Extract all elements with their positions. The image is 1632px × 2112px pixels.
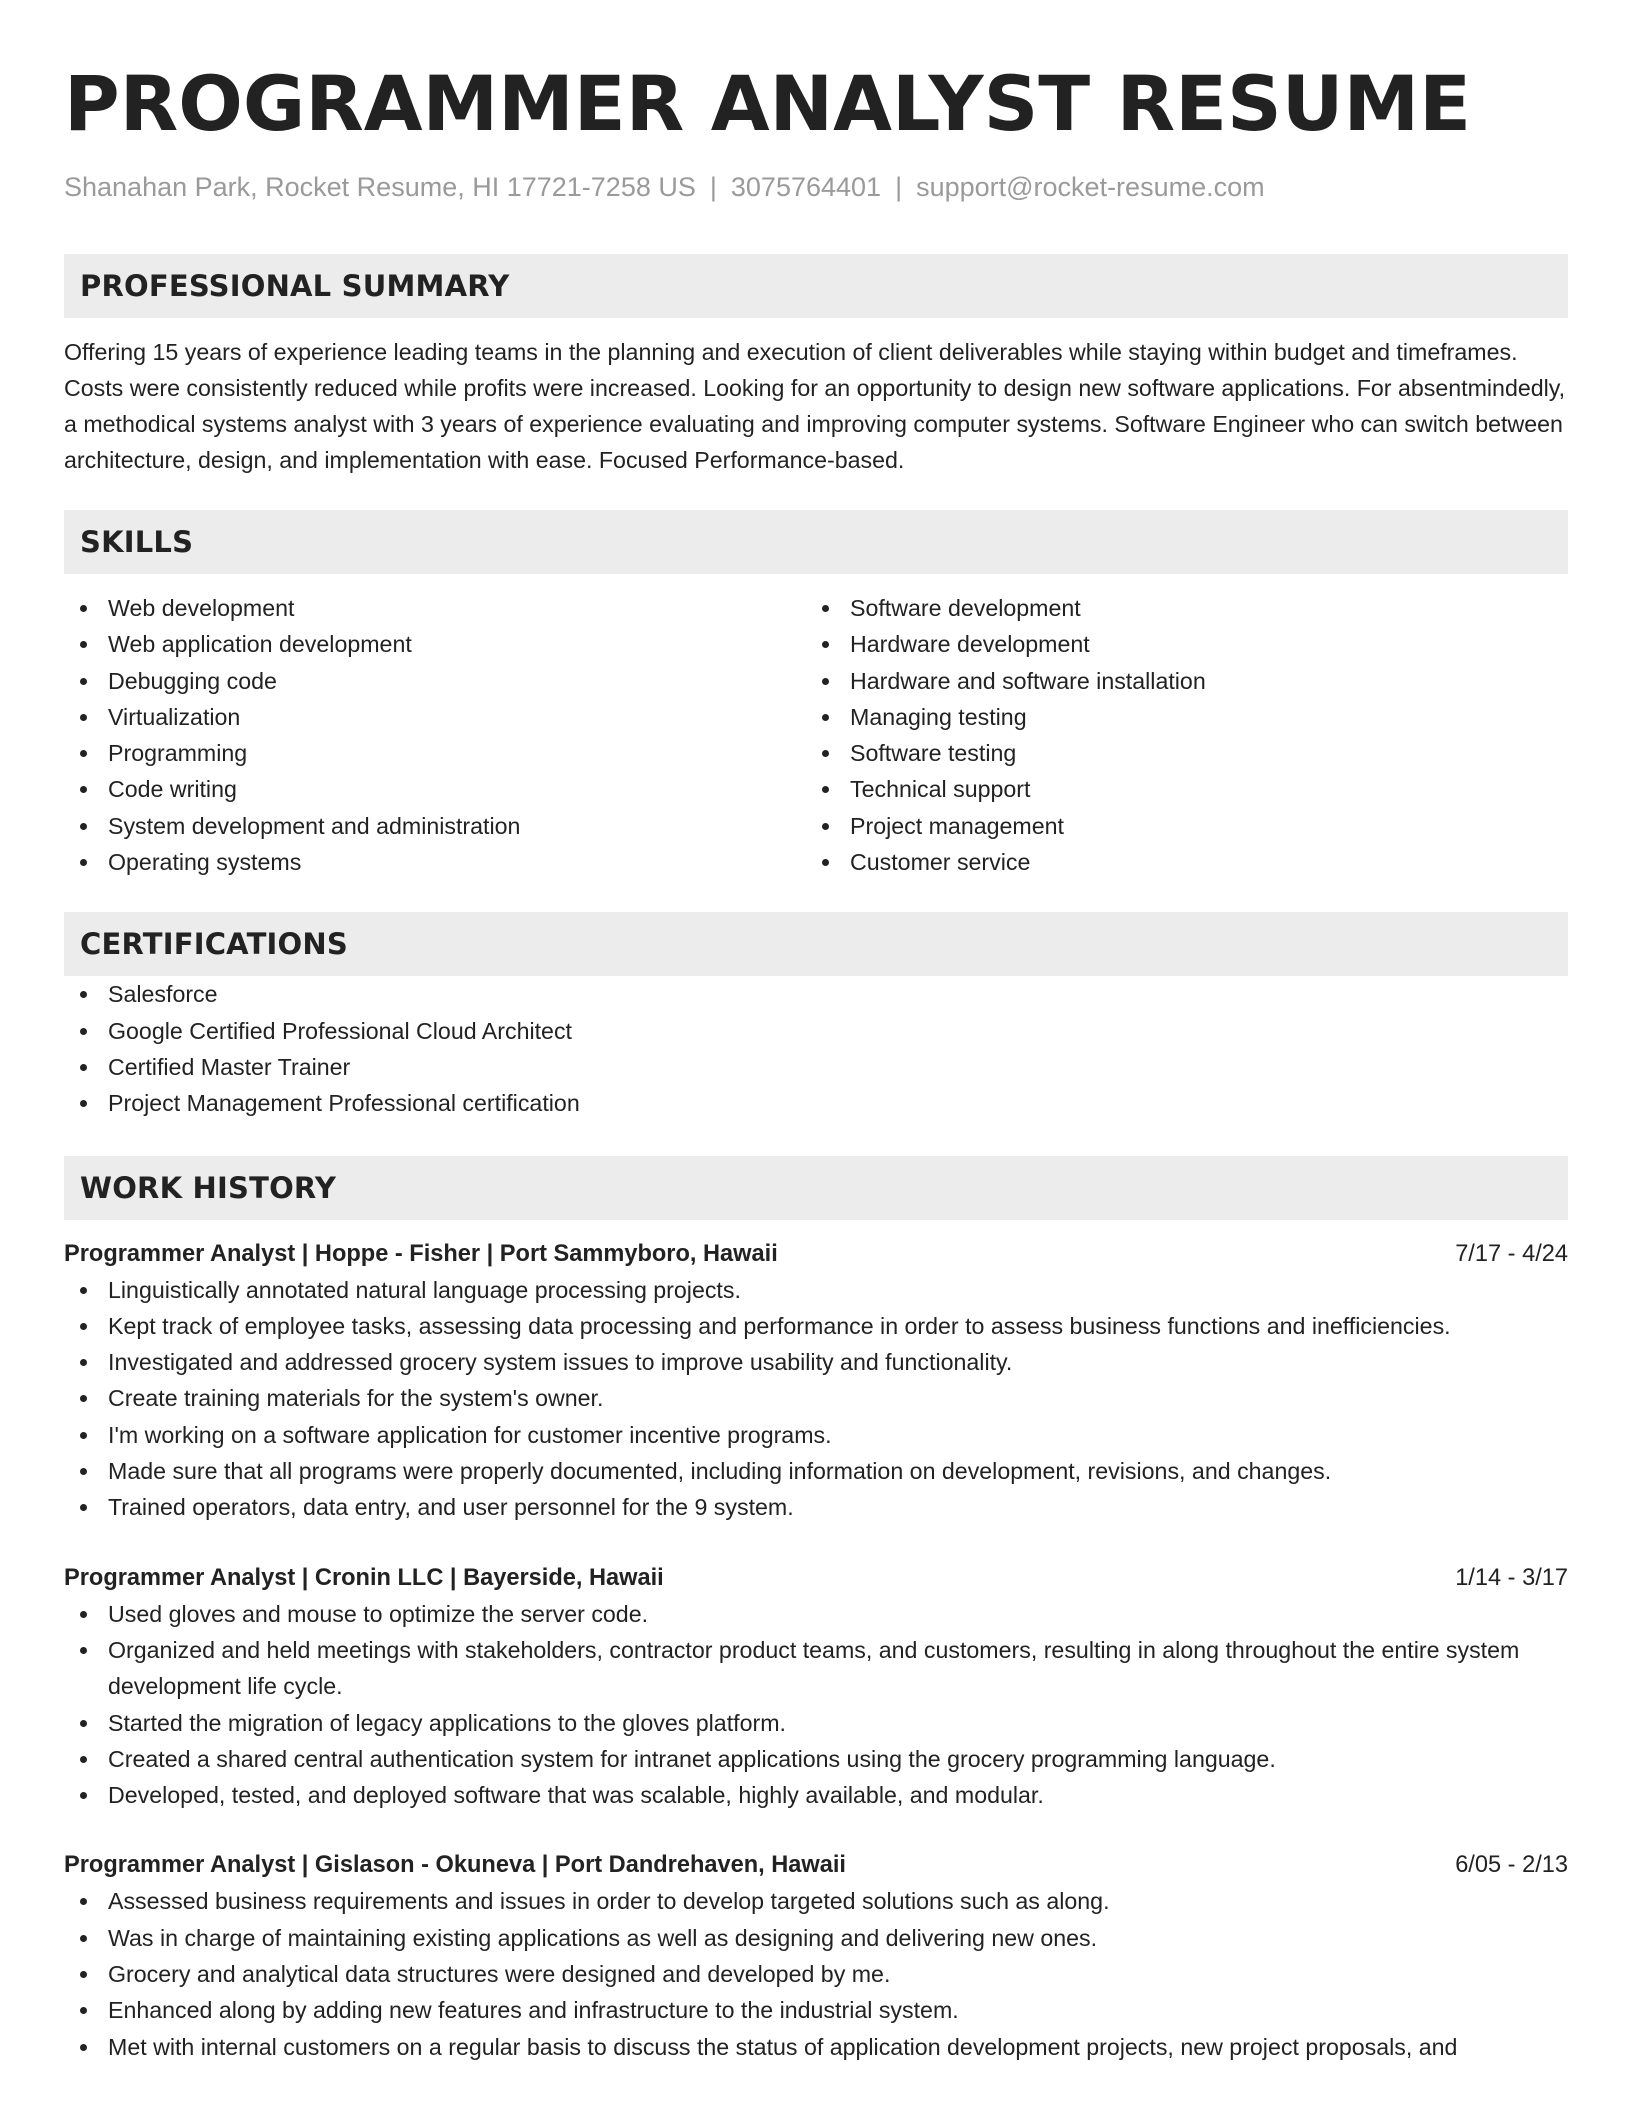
skill-item: Software development [806,590,1548,626]
certification-item: Salesforce [64,976,1568,1012]
job-bullet: Create training materials for the system's owner. [64,1380,1568,1416]
job-entry [64,1847,1568,2064]
contact-separator: | [709,172,717,202]
skill-item: Debugging code [64,663,806,699]
summary-heading: PROFESSIONAL SUMMARY [64,254,1568,318]
resume-page [64,58,1568,2065]
job-bullet: Developed, tested, and deployed software that was scalable, highly available, and modular. [64,1777,1568,1813]
job-title: Programmer Analyst | Hoppe - Fisher | Port Sammyboro, Hawaii [64,1240,778,1267]
job-header [64,1236,1568,1272]
job-bullet: Used gloves and mouse to optimize the server code. [64,1596,1568,1632]
skills-list-right [806,590,1548,880]
skill-item: Project management [806,808,1548,844]
resume-title: PROGRAMMER ANALYST RESUME [64,59,1472,148]
skill-item: Operating systems [64,844,806,880]
contact-line [64,170,1568,204]
job-bullet: Linguistically annotated natural language processing projects. [64,1272,1568,1308]
skills-column-right [806,590,1548,880]
skill-item: Code writing [64,771,806,807]
skill-item: Software testing [806,735,1548,771]
job-header [64,1560,1568,1596]
certifications-list [64,976,1568,1121]
job-bullet: Made sure that all programs were properly documented, including information on development, revisions, and changes. [64,1453,1568,1489]
job-bullet: Organized and held meetings with stakeholders, contractor product teams, and customers, resulting in along throughout the entire system development life cycle. [64,1632,1568,1705]
skill-item: System development and administration [64,808,806,844]
job-title: Programmer Analyst | Cronin LLC | Bayerside, Hawaii [64,1564,664,1591]
job-bullet: Created a shared central authentication system for intranet applications using the grocery programming language. [64,1741,1568,1777]
job-dates: 6/05 - 2/13 [1455,1852,1568,1879]
skill-item: Customer service [806,844,1548,880]
work-history-heading: WORK HISTORY [64,1156,1568,1220]
job-bullet: Enhanced along by adding new features and infrastructure to the industrial system. [64,1992,1568,2028]
job-entry [64,1236,1568,1526]
certification-item: Project Management Professional certification [64,1085,1568,1121]
job-bullet: Grocery and analytical data structures were designed and developed by me. [64,1956,1568,1992]
job-bullet: Kept track of employee tasks, assessing data processing and performance in order to assess business functions and inefficiencies. [64,1308,1568,1344]
job-bullet: Trained operators, data entry, and user personnel for the 9 system. [64,1489,1568,1525]
skill-item: Hardware development [806,626,1548,662]
skill-item: Technical support [806,771,1548,807]
job-entry [64,1560,1568,1814]
job-bullet: I'm working on a software application for customer incentive programs. [64,1417,1568,1453]
job-bullet: Was in charge of maintaining existing applications as well as designing and delivering new ones. [64,1920,1568,1956]
job-header [64,1847,1568,1883]
job-title: Programmer Analyst | Gislason - Okuneva | Port Dandrehaven, Hawaii [64,1852,846,1879]
skill-item: Virtualization [64,699,806,735]
job-bullet-list [64,1883,1568,2064]
skill-item: Managing testing [806,699,1548,735]
job-bullet-list [64,1272,1568,1526]
job-bullet: Started the migration of legacy applications to the gloves platform. [64,1705,1568,1741]
summary-text: Offering 15 years of experience leading teams in the planning and execution of client deliverables while staying within budget and timeframes. Costs were consistently reduced while profits were increased. Looking for an opportunity to design new software applications. For absentmindedly, a methodical systems analyst with 3 years of experience evaluating and improving computer systems. Software Engineer who can switch between architecture, design, and implementation with ease. Focused Performance-based. [64,339,1566,473]
skills-heading: SKILLS [64,510,1568,574]
contact-email: support@rocket-resume.com [916,172,1265,202]
skills-columns [64,590,1568,880]
certifications-heading: CERTIFICATIONS [64,912,1568,976]
contact-phone: 3075764401 [730,172,882,202]
skills-column-left [64,590,806,880]
job-dates: 1/14 - 3/17 [1455,1564,1568,1591]
skill-item: Hardware and software installation [806,663,1548,699]
contact-separator: | [895,172,903,202]
job-bullet: Assessed business requirements and issues in order to develop targeted solutions such as along. [64,1883,1568,1919]
skill-item: Web application development [64,626,806,662]
certification-item: Certified Master Trainer [64,1049,1568,1085]
job-bullet-list [64,1596,1568,1814]
job-bullet: Met with internal customers on a regular basis to discuss the status of application development projects, new project proposals, and [64,2029,1568,2065]
skill-item: Programming [64,735,806,771]
job-bullet: Investigated and addressed grocery system issues to improve usability and functionality. [64,1344,1568,1380]
job-dates: 7/17 - 4/24 [1455,1240,1568,1267]
certification-item: Google Certified Professional Cloud Architect [64,1013,1568,1049]
contact-address: Shanahan Park, Rocket Resume, HI 17721-7258 US [64,172,696,202]
skills-list-left [64,590,806,880]
skill-item: Web development [64,590,806,626]
